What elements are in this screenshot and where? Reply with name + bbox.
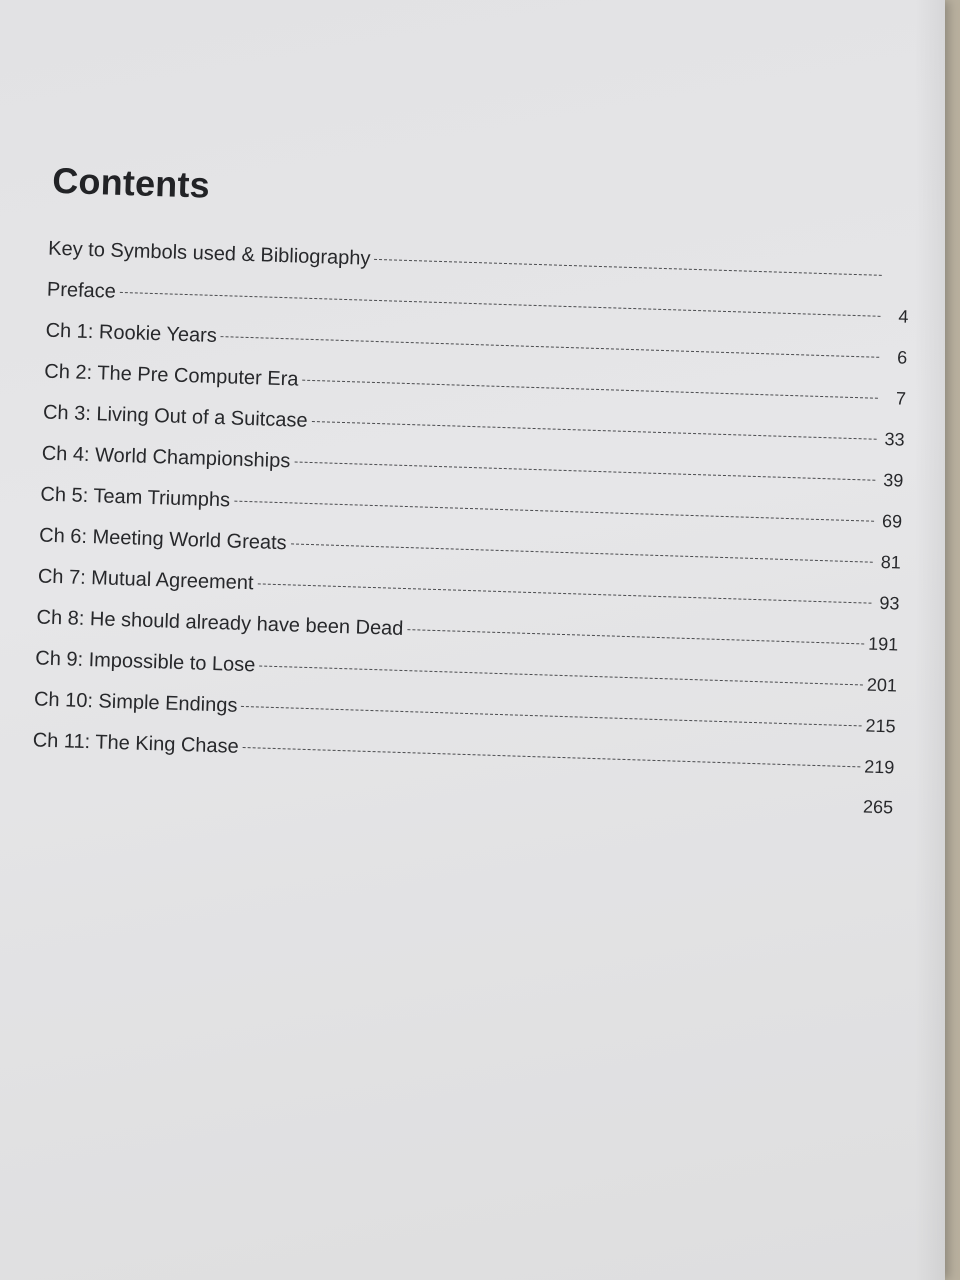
- toc-label: Ch 8: He should already have been Dead: [36, 606, 404, 640]
- toc-label: Preface: [46, 278, 117, 303]
- toc-label: Ch 5: Team Triumphs: [40, 483, 231, 512]
- toc-leader: [407, 629, 864, 644]
- toc-label: Ch 9: Impossible to Lose: [34, 647, 256, 677]
- toc-label: Ch 10: Simple Endings: [33, 688, 238, 717]
- toc-page-number: 93: [879, 592, 900, 614]
- toc-label: Ch 6: Meeting World Greats: [38, 524, 287, 555]
- toc-page-number: 191: [867, 633, 899, 655]
- toc-label: Key to Symbols used & Bibliography: [47, 237, 371, 270]
- table-of-contents: [31, 238, 911, 839]
- page-edge-shadow: [915, 0, 945, 1280]
- toc-page-number: 81: [880, 551, 902, 573]
- toc-page-number: 69: [881, 510, 903, 532]
- toc-page-number: 4: [898, 306, 909, 327]
- toc-label: Ch 11: The King Chase: [32, 729, 240, 758]
- toc-label: Ch 2: The Pre Computer Era: [44, 360, 299, 391]
- toc-page-number: 33: [884, 429, 905, 450]
- toc-label: Ch 4: World Championships: [41, 442, 291, 473]
- toc-page-number: 7: [895, 388, 907, 409]
- toc-page-number: 219: [863, 756, 895, 778]
- toc-label: Ch 1: Rookie Years: [45, 319, 218, 347]
- toc-page-number: 215: [865, 715, 896, 737]
- toc-page-number: 39: [883, 469, 904, 491]
- toc-page-number: 201: [866, 674, 898, 696]
- toc-label: Ch 3: Living Out of a Suitcase: [42, 401, 308, 432]
- toc-page-number: [886, 281, 910, 282]
- page-title: Contents: [51, 159, 211, 206]
- toc-page-number: 6: [896, 347, 908, 368]
- toc-leader: [374, 259, 881, 276]
- toc-label: Ch 7: Mutual Agreement: [37, 565, 254, 595]
- toc-page-number: 265: [862, 796, 894, 818]
